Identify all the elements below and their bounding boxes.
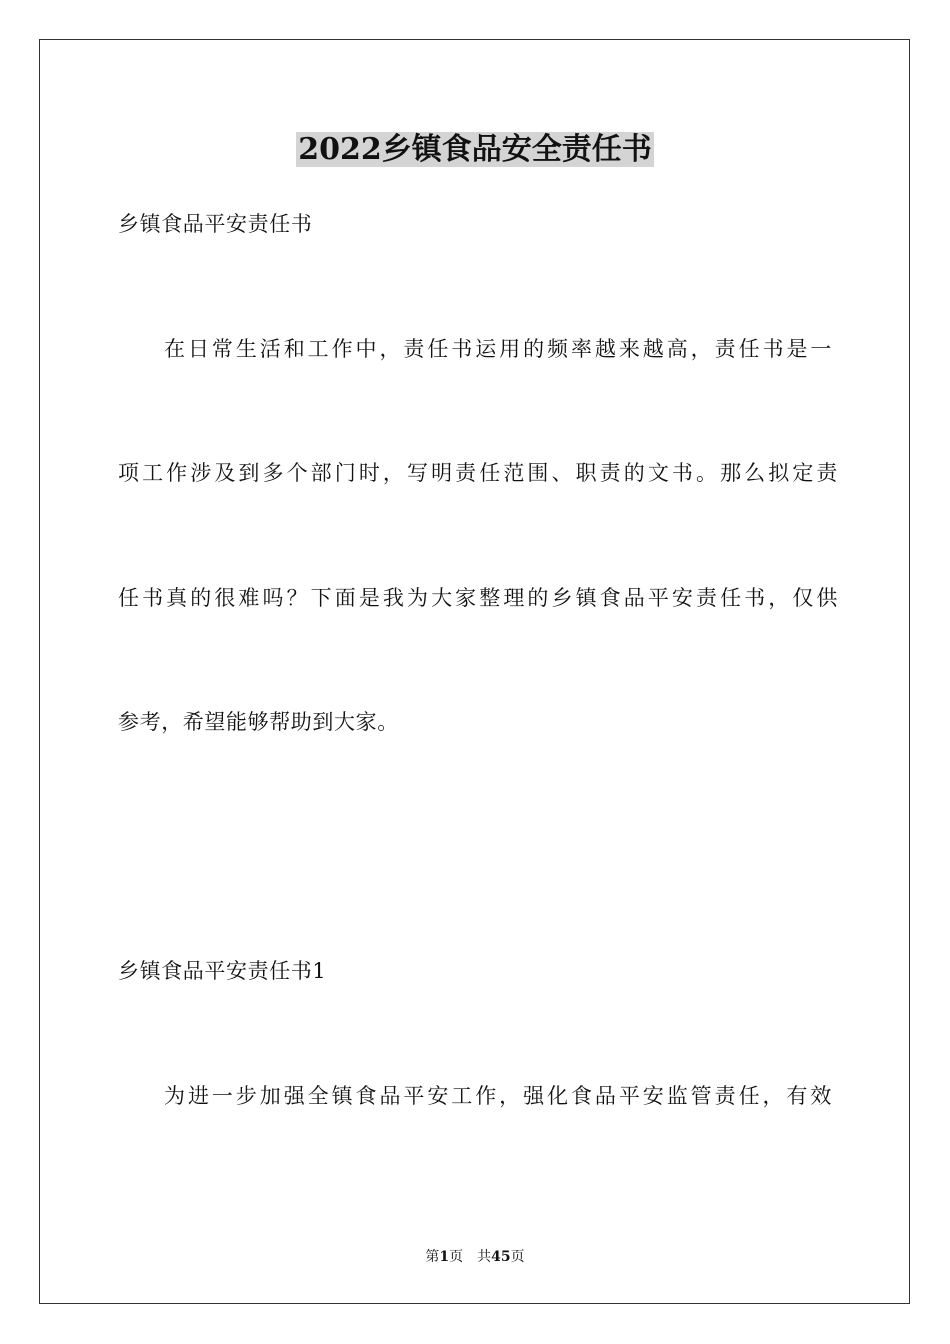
footer-page-suffix: 页 — [449, 1249, 464, 1265]
section-heading: 乡镇食品平安责任书1 — [118, 959, 327, 983]
footer-page-current: 1 — [439, 1249, 450, 1265]
footer-page-total: 45 — [491, 1249, 511, 1265]
paragraph-line: 为进一步加强全镇食品平安工作，强化食品平安监管责任，有效 — [164, 1084, 832, 1108]
paragraph-line: 任书真的很难吗？下面是我为大家整理的乡镇食品平安责任书，仅供 — [118, 586, 838, 610]
footer-total-suffix: 页 — [510, 1249, 525, 1265]
footer-page-prefix: 第 — [425, 1249, 440, 1265]
paragraph-line: 项工作涉及到多个部门时，写明责任范围、职责的文书。那么拟定责 — [118, 461, 838, 485]
document-title — [0, 128, 950, 172]
document-title-text: 2022乡镇食品安全责任书 — [298, 132, 652, 167]
footer-total-prefix: 共 — [477, 1249, 492, 1265]
document-subtitle: 乡镇食品平安责任书 — [118, 212, 313, 236]
paragraph-line: 在日常生活和工作中，责任书运用的频率越来越高，责任书是一 — [164, 337, 832, 361]
page-footer — [0, 1247, 950, 1267]
paragraph-line: 参考，希望能够帮助到大家。 — [118, 710, 399, 734]
